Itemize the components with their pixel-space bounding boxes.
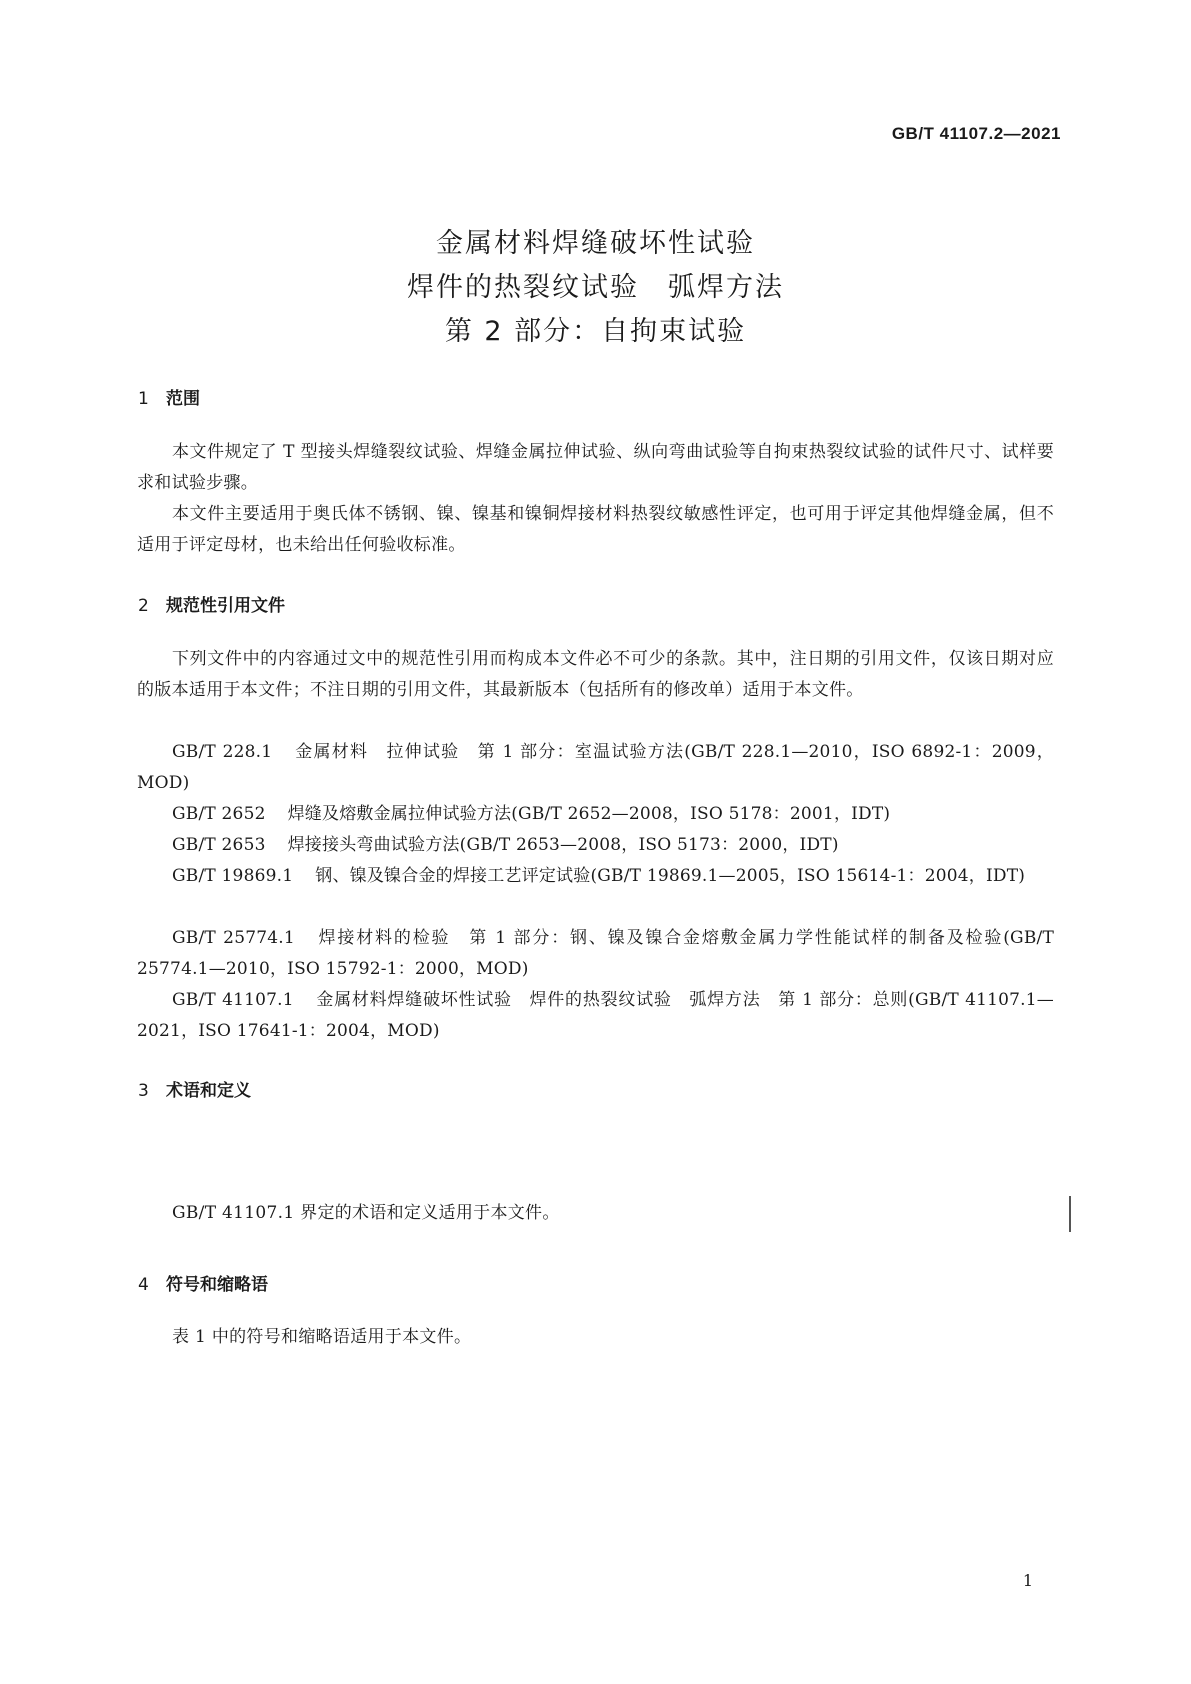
reference-text: 焊接材料的检验 第 1 部分：钢、镍及镍合金熔敷金属力学性能试样的制备及检验(GB/T 25774.1—2010，ISO 15792-1：2000，MOD) <box>137 928 1054 979</box>
section-4-paragraph-1: 表 1 中的符号和缩略语适用于本文件。 <box>172 1327 472 1347</box>
document-code: GB/T 41107.2—2021 <box>891 124 1061 143</box>
section-2-paragraph-1: 下列文件中的内容通过文中的规范性引用而构成本文件必不可少的条款。其中，注日期的引用文件，仅该日期对应的版本适用于本文件；不注日期的引用文件，其最新版本（包括所有的修改单）适用于本文件。 <box>137 649 1054 700</box>
reference-item <box>137 861 1054 892</box>
title-line-3: 第 2 部分：自拘束试验 <box>444 316 747 347</box>
section-2-heading <box>138 591 285 616</box>
section-1-heading <box>138 384 200 409</box>
section-title: 范围 <box>166 389 200 409</box>
section-4-heading <box>138 1270 268 1295</box>
change-bar <box>1069 1196 1071 1232</box>
section-number: 4 <box>138 1275 149 1295</box>
document-title <box>0 222 1191 354</box>
reference-text: 金属材料焊缝破坏性试验 焊件的热裂纹试验 弧焊方法 第 1 部分：总则(GB/T 41107.1—2021，ISO 17641-1：2004，MOD) <box>137 990 1054 1041</box>
reference-text: 焊接接头弯曲试验方法(GB/T 2653—2008，ISO 5173：2000，IDT) <box>287 835 839 855</box>
reference-item <box>137 985 1054 1047</box>
reference-code: GB/T 19869.1 <box>172 866 294 886</box>
page-number: 1 <box>1022 1571 1033 1590</box>
section-3-heading <box>138 1076 251 1101</box>
section-1-paragraph-2: 本文件主要适用于奥氏体不锈钢、镍、镍基和镍铜焊接材料热裂纹敏感性评定，也可用于评定其他焊缝金属，但不适用于评定母材，也未给出任何验收标准。 <box>137 504 1054 555</box>
section-title: 术语和定义 <box>166 1081 251 1101</box>
reference-text: 钢、镍及镍合金的焊接工艺评定试验(GB/T 19869.1—2005，ISO 15614-1：2004，IDT) <box>315 866 1026 886</box>
reference-item <box>137 830 1054 861</box>
reference-code: GB/T 25774.1 <box>172 928 295 948</box>
reference-item <box>137 923 1054 985</box>
title-line-1: 金属材料焊缝破坏性试验 <box>436 228 755 259</box>
section-1-paragraph-1: 本文件规定了 T 型接头焊缝裂纹试验、焊缝金属拉伸试验、纵向弯曲试验等自拘束热裂纹试验的试件尺寸、试样要求和试验步骤。 <box>137 442 1054 493</box>
section-number: 3 <box>138 1081 149 1101</box>
section-title: 规范性引用文件 <box>166 596 285 616</box>
reference-code: GB/T 228.1 <box>172 742 273 762</box>
reference-item <box>137 737 1054 799</box>
reference-item <box>137 799 1054 830</box>
section-3-paragraph-1: GB/T 41107.1 界定的术语和定义适用于本文件。 <box>172 1203 560 1223</box>
reference-text: 金属材料 拉伸试验 第 1 部分：室温试验方法(GB/T 228.1—2010，ISO 6892-1：2009，MOD) <box>137 742 1054 793</box>
section-number: 2 <box>138 596 149 616</box>
reference-text: 焊缝及熔敷金属拉伸试验方法(GB/T 2652—2008，ISO 5178：2001，IDT) <box>287 804 891 824</box>
title-line-2: 焊件的热裂纹试验 弧焊方法 <box>407 272 784 303</box>
reference-code: GB/T 2653 <box>172 835 266 855</box>
reference-code: GB/T 2652 <box>172 804 266 824</box>
section-number: 1 <box>138 389 149 409</box>
section-title: 符号和缩略语 <box>166 1275 268 1295</box>
reference-code: GB/T 41107.1 <box>172 990 294 1010</box>
